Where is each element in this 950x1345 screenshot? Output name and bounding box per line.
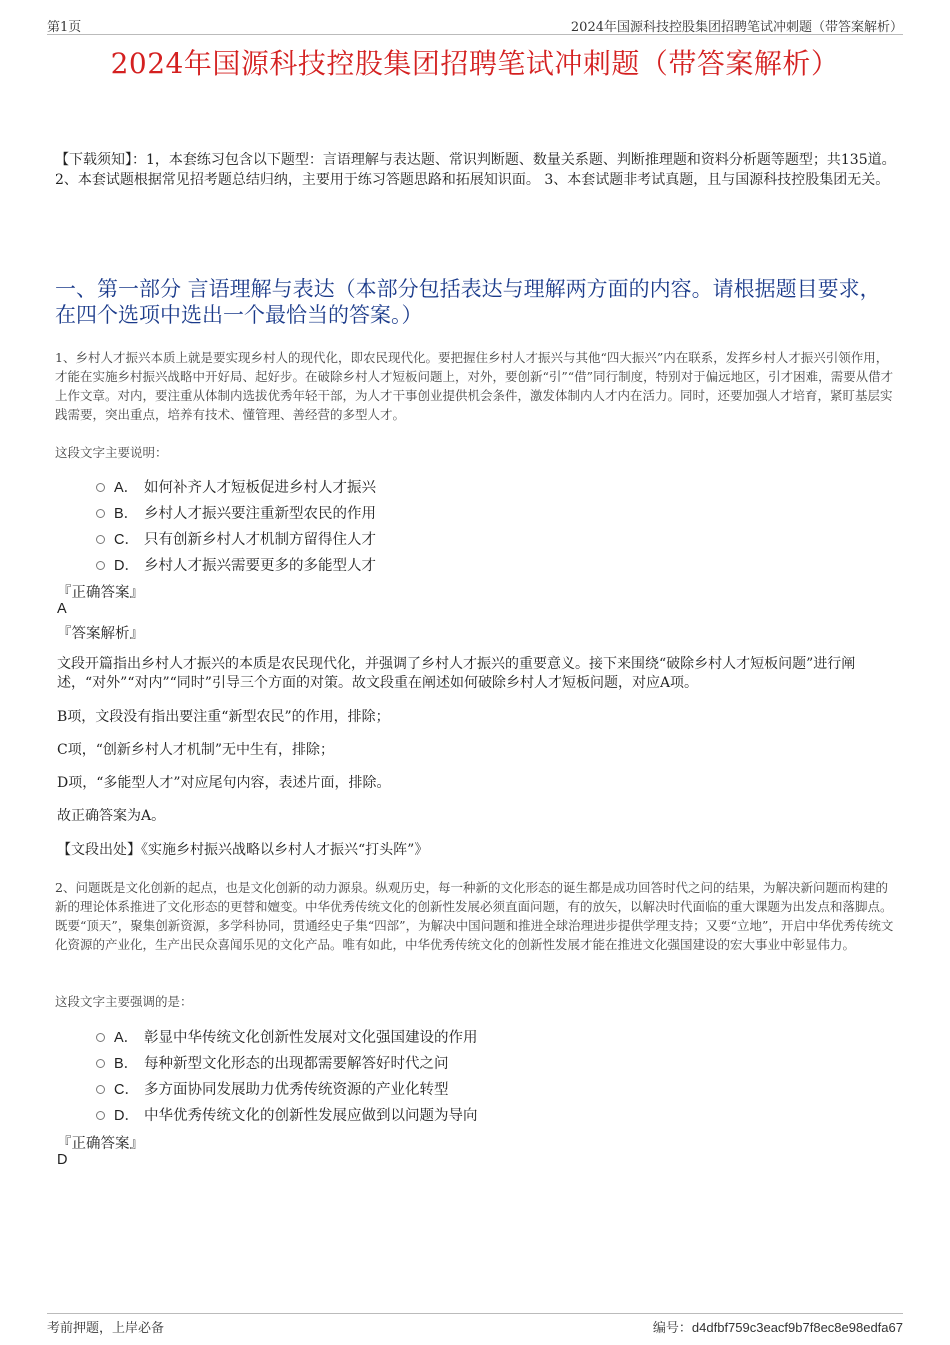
question-1-text: 1、乡村人才振兴本质上就是要实现乡村人的现代化，即农民现代化。要把握住乡村人才振兴与其他“四大振兴”内在联系，发挥乡村人才振兴引领作用，才能在实施乡村振兴战略中开好局、起好步。在破除乡村人才短板问题上，对外，要创新“引”“借”同行制度，特别对于偏远地区，引才困难，需要从借才上作文章。对内，要注重从体制内选拔优秀年轻干部，为人才干事创业提供机会条件，激发体制内人才内在活力。同时，还要加强人才培育，紧盯基层实践需要，突出重点，培养有技术、懂管理、善经营的多型人才。 — [55, 350, 894, 422]
option-letter: A． — [114, 1029, 139, 1046]
q2-option-a[interactable] — [96, 1026, 478, 1046]
download-notice: 【下载须知】：1，本套练习包含以下题型：言语理解与表达题、常识判断题、数量关系题、判断推理题和资料分析题等题型；共135道。 2、本套试题根据常见招考题总结归纳，主要用于练习答题思路和拓展知识面。 3、本套试题非考试真题，且与国源科技控股集团无关。 — [55, 152, 896, 188]
document-title: 2024年国源科技控股集团招聘笔试冲刺题（带答案解析） — [110, 47, 840, 80]
q1-analysis-d: D项，“多能型人才”对应尾句内容，表述片面，排除。 — [57, 775, 391, 791]
q1-analysis-conclusion: 故正确答案为A。 — [57, 808, 166, 824]
footer-code — [653, 1317, 903, 1336]
page-number: 第1页 — [47, 20, 82, 35]
radio-icon[interactable] — [96, 509, 105, 518]
section-heading: 一、第一部分 言语理解与表达（本部分包括表达与理解两方面的内容。请根据题目要求，在四个选项中选出一个最恰当的答案。） — [55, 277, 881, 327]
option-letter: C． — [114, 531, 139, 548]
option-letter: A． — [114, 479, 139, 496]
radio-icon[interactable] — [96, 535, 105, 544]
q1-option-d[interactable] — [96, 554, 376, 574]
radio-icon[interactable] — [96, 1085, 105, 1094]
option-text: 多方面协同发展助力优秀传统资源的产业化转型 — [144, 1081, 449, 1098]
option-text: 每种新型文化形态的出现都需要解答好时代之问 — [144, 1055, 449, 1072]
option-letter: D． — [114, 557, 139, 574]
q1-analysis-para: 文段开篇指出乡村人才振兴的本质是农民现代化，并强调了乡村人才振兴的重要意义。接下来围绕“破除乡村人才短板问题”进行阐述，“对外”“对内”“同时”引导三个方面的对策。故文段重在阐述如何破除乡村人才短板问题，对应A项。 — [57, 656, 856, 691]
q1-option-c[interactable] — [96, 528, 376, 548]
q2-option-b[interactable] — [96, 1052, 449, 1072]
option-text: 乡村人才振兴要注重新型农民的作用 — [144, 505, 376, 522]
radio-icon[interactable] — [96, 483, 105, 492]
q1-answer: A — [57, 601, 67, 617]
page-footer — [47, 1313, 903, 1336]
radio-icon[interactable] — [96, 1111, 105, 1120]
option-letter: D． — [114, 1107, 139, 1124]
q1-answer-label: 『正确答案』 — [57, 585, 144, 601]
q1-option-b[interactable] — [96, 502, 376, 522]
footer-code-label: 编号： — [652, 1321, 692, 1336]
question-2-prompt: 这段文字主要强调的是： — [55, 994, 193, 1009]
q1-analysis-b: B项，文段没有指出要注重“新型农民”的作用，排除； — [57, 709, 390, 725]
option-text: 中华优秀传统文化的创新性发展应做到以问题为导向 — [144, 1107, 478, 1124]
question-1-prompt: 这段文字主要说明： — [55, 445, 168, 460]
q1-option-a[interactable] — [96, 476, 376, 496]
radio-icon[interactable] — [96, 1059, 105, 1068]
option-letter: B． — [114, 1055, 139, 1072]
q2-option-d[interactable] — [96, 1104, 478, 1124]
q1-analysis-source: 【文段出处】《实施乡村振兴战略以乡村人才振兴“打头阵”》 — [57, 842, 429, 858]
option-letter: C． — [114, 1081, 139, 1098]
q2-option-c[interactable] — [96, 1078, 449, 1098]
footer-slogan: 考前押题，上岸必备 — [47, 1321, 165, 1336]
option-text: 彰显中华传统文化创新性发展对文化强国建设的作用 — [144, 1029, 478, 1046]
radio-icon[interactable] — [96, 561, 105, 570]
q1-analysis-label: 『答案解析』 — [57, 626, 144, 642]
option-letter: B． — [114, 505, 139, 522]
q1-analysis-c: C项，“创新乡村人才机制”无中生有，排除； — [57, 742, 335, 758]
header-doc-title: 2024年国源科技控股集团招聘笔试冲刺题（带答案解析） — [570, 20, 903, 35]
option-text: 乡村人才振兴需要更多的多能型人才 — [144, 557, 376, 574]
option-text: 如何补齐人才短板促进乡村人才振兴 — [144, 479, 376, 496]
radio-icon[interactable] — [96, 1033, 105, 1042]
question-2-text: 2、问题既是文化创新的起点，也是文化创新的动力源泉。纵观历史，每一种新的文化形态的诞生都是成功回答时代之问的结果，为解决新问题而构建的新的理论体系推进了文化形态的更替和嬗变。中华优秀传统文化的创新性发展必须直面问题，有的放矢，以解决时代面临的重大课题为出发点和落脚点。既要“顶天”，聚集创新资源，多学科协同，贯通经史子集“四部”，为解决中国问题和推进全球治理进步提供学理支持；又要“立地”，开启中华优秀传统文化资源的产业化，生产出民众喜闻乐见的文化产品。唯有如此，中华优秀传统文化的创新性发展才能在推进文化强国建设的宏大事业中彰显伟力。 — [55, 880, 894, 952]
q2-answer-label: 『正确答案』 — [57, 1136, 144, 1152]
q2-answer: D — [57, 1152, 68, 1168]
option-text: 只有创新乡村人才机制方留得住人才 — [144, 531, 376, 548]
footer-code-value: d4dfbf759c3eacf9b7f8ec8e98edfa67 — [691, 1320, 903, 1335]
page-header — [47, 14, 903, 35]
